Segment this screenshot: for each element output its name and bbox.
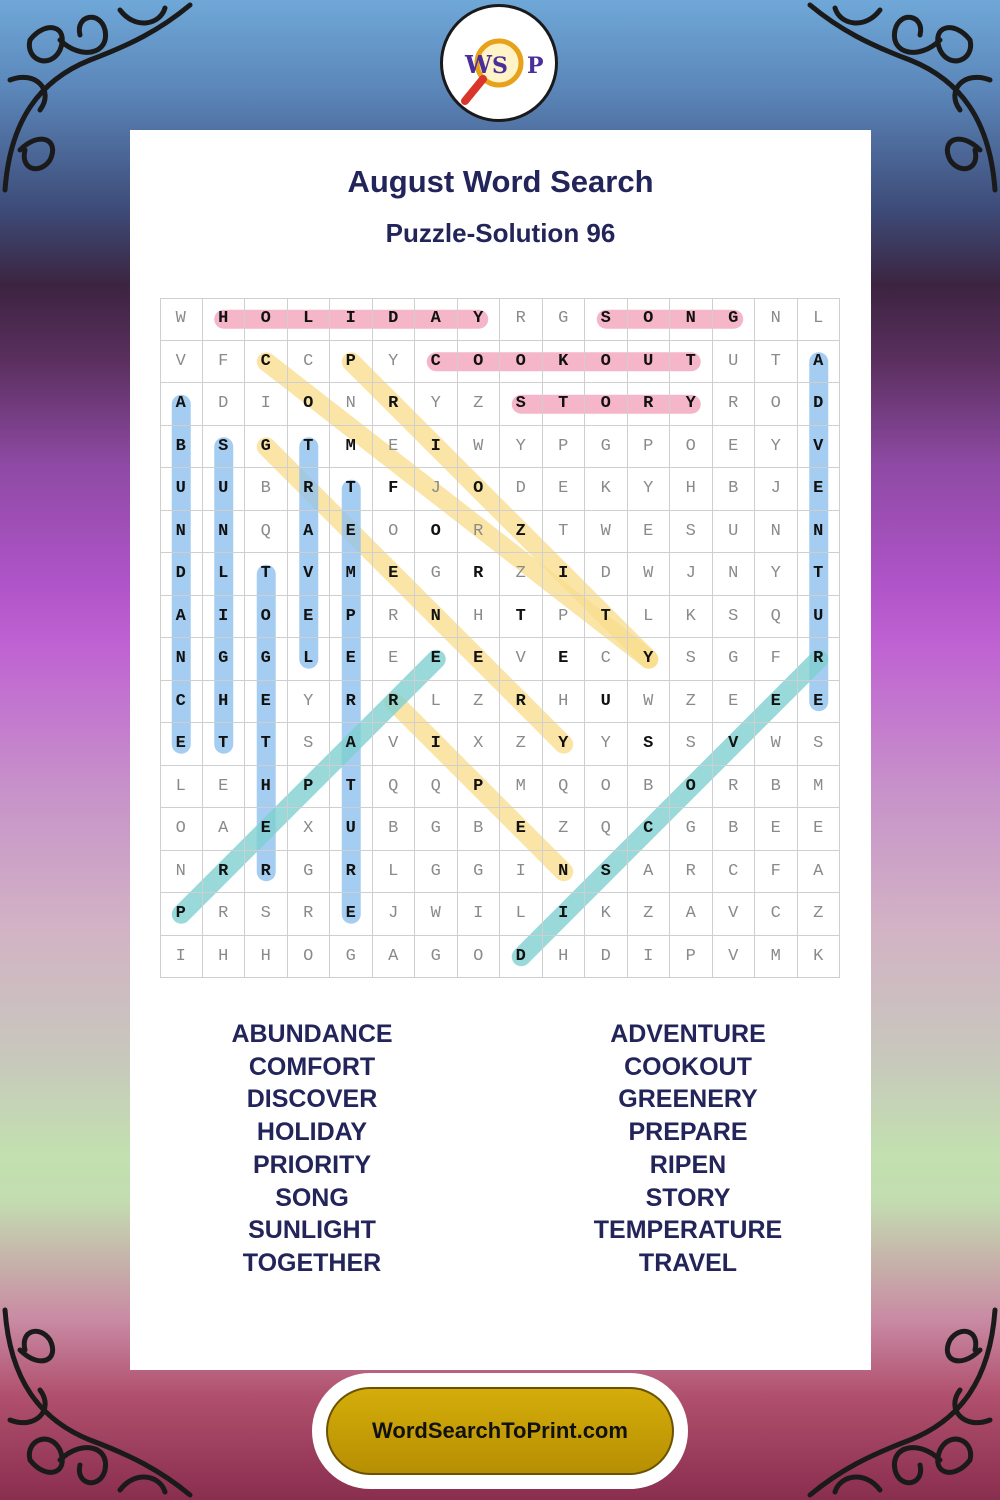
grid-cell[interactable]: G — [245, 426, 288, 469]
grid-cell[interactable]: Y — [585, 723, 628, 766]
grid-cell[interactable]: K — [798, 936, 841, 979]
grid-cell[interactable]: B — [458, 808, 501, 851]
grid-cell[interactable]: V — [373, 723, 416, 766]
word-list-item: RIPEN — [649, 1150, 727, 1179]
grid-cell[interactable]: H — [245, 936, 288, 979]
grid-cell[interactable]: S — [713, 596, 756, 639]
grid-cell[interactable]: N — [755, 511, 798, 554]
grid-cell[interactable]: E — [628, 511, 671, 554]
grid-cell[interactable]: L — [203, 553, 246, 596]
word-list-item: TOGETHER — [242, 1248, 382, 1277]
grid-cell[interactable]: G — [415, 553, 458, 596]
grid-cell[interactable]: D — [203, 383, 246, 426]
grid-cell[interactable]: O — [585, 341, 628, 384]
grid-cell[interactable]: E — [288, 596, 331, 639]
grid-cell[interactable]: N — [543, 851, 586, 894]
grid-cell[interactable]: Z — [798, 893, 841, 936]
grid-cell[interactable]: T — [245, 553, 288, 596]
grid-cell[interactable]: D — [798, 383, 841, 426]
grid-cell[interactable]: V — [713, 936, 756, 979]
grid-cell[interactable]: Y — [288, 681, 331, 724]
grid-cell[interactable]: E — [415, 638, 458, 681]
site-link-button[interactable] — [326, 1387, 674, 1475]
grid-cell[interactable]: K — [543, 341, 586, 384]
grid-cell[interactable]: A — [330, 723, 373, 766]
grid-cell[interactable]: P — [160, 893, 203, 936]
grid-cell[interactable]: A — [160, 596, 203, 639]
grid-cell[interactable]: I — [415, 426, 458, 469]
grid-cell[interactable]: T — [288, 426, 331, 469]
grid-cell[interactable]: S — [798, 723, 841, 766]
grid-cell[interactable]: F — [755, 851, 798, 894]
word-list-item: GREENERY — [618, 1085, 758, 1114]
grid-cell[interactable]: S — [585, 298, 628, 341]
grid-cell[interactable]: L — [373, 851, 416, 894]
grid-cell[interactable]: N — [670, 298, 713, 341]
grid-cell[interactable]: N — [713, 553, 756, 596]
grid-cell[interactable]: P — [543, 426, 586, 469]
grid-cell[interactable]: N — [203, 511, 246, 554]
grid-cell[interactable]: V — [713, 723, 756, 766]
grid-cell[interactable]: Q — [585, 808, 628, 851]
wsp-logo[interactable] — [440, 4, 558, 122]
grid-cell[interactable]: W — [415, 893, 458, 936]
grid-cell[interactable]: Y — [670, 383, 713, 426]
grid-cell[interactable]: O — [288, 383, 331, 426]
grid-cell[interactable]: B — [755, 766, 798, 809]
grid-cell[interactable]: S — [670, 723, 713, 766]
grid-cell[interactable]: F — [203, 341, 246, 384]
grid-cell[interactable]: O — [458, 468, 501, 511]
grid-cell[interactable]: S — [628, 723, 671, 766]
grid-cell[interactable]: T — [798, 553, 841, 596]
grid-cell[interactable]: O — [755, 383, 798, 426]
grid-cell[interactable]: L — [288, 298, 331, 341]
grid-cell[interactable]: T — [500, 596, 543, 639]
grid-cell[interactable]: T — [245, 723, 288, 766]
grid-cell[interactable]: R — [373, 681, 416, 724]
grid-cell[interactable]: H — [203, 681, 246, 724]
site-banner — [312, 1373, 688, 1489]
grid-cell[interactable]: C — [713, 851, 756, 894]
grid-cell[interactable]: L — [415, 681, 458, 724]
word-list-item: TEMPERATURE — [593, 1216, 783, 1245]
grid-cell[interactable]: I — [245, 383, 288, 426]
grid-cell[interactable]: O — [670, 426, 713, 469]
grid-cell[interactable]: U — [203, 468, 246, 511]
word-list-item: SUNLIGHT — [248, 1216, 376, 1245]
grid-cell[interactable]: R — [373, 383, 416, 426]
grid-cell[interactable]: A — [203, 808, 246, 851]
grid-cell[interactable]: I — [203, 596, 246, 639]
grid-cell[interactable]: G — [245, 638, 288, 681]
grid-cell[interactable]: H — [670, 468, 713, 511]
grid-cell[interactable]: R — [713, 766, 756, 809]
grid-cell[interactable]: S — [670, 511, 713, 554]
grid-cell[interactable]: Q — [245, 511, 288, 554]
grid-cell[interactable]: P — [458, 766, 501, 809]
grid-cell[interactable]: G — [670, 808, 713, 851]
grid-cell[interactable]: N — [160, 511, 203, 554]
grid-cell[interactable]: I — [458, 893, 501, 936]
grid-cell[interactable]: I — [415, 723, 458, 766]
grid-cell[interactable]: Q — [543, 766, 586, 809]
grid-cell[interactable]: S — [203, 426, 246, 469]
grid-cell[interactable]: V — [500, 638, 543, 681]
grid-cell[interactable]: E — [245, 808, 288, 851]
grid-cell[interactable]: E — [458, 638, 501, 681]
grid-cell[interactable]: H — [245, 766, 288, 809]
grid-cell[interactable]: R — [500, 298, 543, 341]
grid-cell[interactable]: O — [500, 341, 543, 384]
word-list-item: COOKOUT — [624, 1052, 752, 1081]
grid-cell[interactable]: I — [628, 936, 671, 979]
grid-cell[interactable]: H — [458, 596, 501, 639]
grid-cell[interactable]: V — [288, 553, 331, 596]
grid-cell[interactable]: R — [330, 681, 373, 724]
word-list-item: ABUNDANCE — [231, 1020, 393, 1048]
word-list-item: ADVENTURE — [610, 1020, 766, 1048]
grid-cell[interactable]: B — [160, 426, 203, 469]
site-link-label: WordSearchToPrint.com — [372, 1418, 628, 1443]
grid-cell[interactable]: R — [798, 638, 841, 681]
grid-cell[interactable]: P — [670, 936, 713, 979]
grid-cell[interactable]: C — [288, 341, 331, 384]
grid-cell[interactable]: L — [798, 298, 841, 341]
grid-cell[interactable]: B — [713, 808, 756, 851]
grid-cell[interactable]: D — [500, 936, 543, 979]
grid-cell[interactable]: D — [585, 553, 628, 596]
grid-cell[interactable]: R — [373, 596, 416, 639]
grid-cell[interactable]: X — [458, 723, 501, 766]
grid-cell[interactable]: I — [543, 553, 586, 596]
grid-cell[interactable]: M — [330, 426, 373, 469]
grid-cell[interactable]: R — [330, 851, 373, 894]
grid-cell[interactable]: A — [415, 298, 458, 341]
grid-cell[interactable]: M — [755, 936, 798, 979]
grid-cell[interactable]: U — [160, 468, 203, 511]
grid-cell[interactable]: V — [713, 893, 756, 936]
grid-cell[interactable]: E — [373, 426, 416, 469]
grid-cell[interactable]: M — [500, 766, 543, 809]
grid-cell[interactable]: Z — [670, 681, 713, 724]
grid-cell[interactable]: R — [458, 511, 501, 554]
grid-cell[interactable]: Z — [628, 893, 671, 936]
grid-cell[interactable]: A — [670, 893, 713, 936]
grid-cell[interactable]: N — [755, 298, 798, 341]
grid-cell[interactable]: G — [713, 638, 756, 681]
grid-cell[interactable]: Y — [415, 383, 458, 426]
grid-cell[interactable]: B — [713, 468, 756, 511]
grid-cell[interactable]: E — [245, 681, 288, 724]
grid-cell[interactable]: H — [203, 936, 246, 979]
grid-cell[interactable]: Y — [628, 468, 671, 511]
grid-cell[interactable]: U — [798, 596, 841, 639]
grid-cell[interactable]: G — [585, 426, 628, 469]
grid-cell[interactable]: Y — [543, 723, 586, 766]
grid-cell[interactable]: R — [203, 893, 246, 936]
grid-cell[interactable]: C — [415, 341, 458, 384]
grid-cell[interactable]: O — [245, 298, 288, 341]
grid-cell[interactable]: D — [373, 298, 416, 341]
grid-cell[interactable]: Y — [755, 426, 798, 469]
grid-cell[interactable]: Y — [500, 426, 543, 469]
grid-cell[interactable]: I — [160, 936, 203, 979]
puzzle-card — [130, 130, 871, 1370]
grid-cell[interactable]: F — [755, 638, 798, 681]
grid-cell[interactable]: T — [755, 341, 798, 384]
grid-cell[interactable]: B — [245, 468, 288, 511]
grid-cell[interactable]: P — [330, 341, 373, 384]
grid-cell[interactable]: E — [203, 766, 246, 809]
word-list-item: PRIORITY — [252, 1150, 372, 1179]
grid-cell[interactable]: G — [458, 851, 501, 894]
grid-cell[interactable]: E — [798, 808, 841, 851]
grid-cell[interactable]: R — [288, 468, 331, 511]
grid-cell[interactable]: H — [543, 936, 586, 979]
grid-cell[interactable]: G — [203, 638, 246, 681]
grid-cell[interactable]: Y — [458, 298, 501, 341]
grid-cell[interactable]: E — [543, 468, 586, 511]
logo-letter-s: S — [492, 53, 508, 79]
grid-cell[interactable]: L — [288, 638, 331, 681]
grid-cell[interactable]: Q — [415, 766, 458, 809]
grid-cell[interactable]: Z — [543, 808, 586, 851]
grid-cell[interactable]: K — [670, 596, 713, 639]
grid-cell[interactable]: M — [798, 766, 841, 809]
grid-cell[interactable]: E — [755, 808, 798, 851]
grid-cell[interactable]: J — [670, 553, 713, 596]
grid-cell[interactable]: A — [373, 936, 416, 979]
grid-cell[interactable]: R — [203, 851, 246, 894]
grid-cell[interactable]: Y — [628, 638, 671, 681]
logo-letter-w: W — [465, 50, 492, 79]
grid-cell[interactable]: Z — [458, 383, 501, 426]
grid-cell[interactable]: O — [670, 766, 713, 809]
grid-cell[interactable]: S — [585, 851, 628, 894]
grid-cell[interactable]: R — [288, 893, 331, 936]
grid-cell[interactable]: U — [628, 341, 671, 384]
grid-cell[interactable]: P — [543, 596, 586, 639]
grid-cell[interactable]: S — [288, 723, 331, 766]
grid-cell[interactable]: G — [415, 851, 458, 894]
grid-cell[interactable]: W — [585, 511, 628, 554]
grid-cell[interactable]: G — [288, 851, 331, 894]
grid-cell[interactable]: L — [160, 766, 203, 809]
grid-cell[interactable]: E — [160, 723, 203, 766]
grid-cell[interactable]: G — [543, 298, 586, 341]
grid-cell[interactable]: O — [585, 383, 628, 426]
grid-cell[interactable]: R — [670, 851, 713, 894]
grid-cell[interactable]: T — [585, 596, 628, 639]
word-list-item: HOLIDAY — [256, 1118, 368, 1147]
grid-cell[interactable]: E — [373, 553, 416, 596]
grid-cell[interactable]: N — [160, 638, 203, 681]
grid-cell[interactable]: G — [415, 808, 458, 851]
grid-cell[interactable]: F — [373, 468, 416, 511]
grid-cell[interactable]: K — [585, 468, 628, 511]
grid-cell[interactable]: P — [288, 766, 331, 809]
grid-cell[interactable]: B — [628, 766, 671, 809]
grid-cell[interactable]: E — [330, 511, 373, 554]
grid-cell[interactable]: V — [160, 341, 203, 384]
grid-cell[interactable]: O — [458, 936, 501, 979]
grid-cell[interactable]: Q — [373, 766, 416, 809]
grid-cell[interactable]: Y — [755, 553, 798, 596]
grid-cell[interactable]: N — [798, 511, 841, 554]
grid-cell[interactable]: O — [160, 808, 203, 851]
grid-cell[interactable]: W — [160, 298, 203, 341]
grid-cell[interactable]: E — [543, 638, 586, 681]
grid-cell[interactable]: K — [585, 893, 628, 936]
grid-cell[interactable]: S — [245, 893, 288, 936]
grid-cell[interactable]: R — [245, 851, 288, 894]
grid-cell[interactable]: G — [713, 298, 756, 341]
grid-cell[interactable]: C — [755, 893, 798, 936]
grid-cell[interactable]: R — [628, 383, 671, 426]
grid-cell[interactable]: E — [330, 638, 373, 681]
grid-cell[interactable]: J — [415, 468, 458, 511]
grid-cell[interactable]: E — [755, 681, 798, 724]
grid-cell[interactable]: L — [628, 596, 671, 639]
grid-cell[interactable]: E — [798, 681, 841, 724]
page-subtitle: Puzzle-Solution 96 — [385, 218, 616, 248]
word-list-item: TRAVEL — [638, 1248, 738, 1277]
grid-cell[interactable]: T — [330, 766, 373, 809]
grid-cell[interactable]: E — [373, 638, 416, 681]
grid-cell[interactable]: U — [713, 341, 756, 384]
grid-cell[interactable]: V — [798, 426, 841, 469]
word-list-item: DISCOVER — [246, 1085, 378, 1114]
word-list-right — [538, 1018, 838, 1280]
grid-cell[interactable]: E — [713, 426, 756, 469]
grid-cell[interactable]: G — [415, 936, 458, 979]
grid-cell[interactable]: U — [713, 511, 756, 554]
grid-cell[interactable]: R — [500, 681, 543, 724]
grid-cell[interactable]: T — [203, 723, 246, 766]
grid-cell[interactable]: T — [330, 468, 373, 511]
grid-cell[interactable]: I — [330, 298, 373, 341]
grid-cell[interactable]: N — [415, 596, 458, 639]
grid-cell[interactable]: R — [458, 553, 501, 596]
grid-cell[interactable]: T — [543, 511, 586, 554]
grid-cell[interactable]: H — [203, 298, 246, 341]
grid-cell[interactable]: A — [288, 511, 331, 554]
grid-cell[interactable]: I — [543, 893, 586, 936]
grid-cell[interactable]: E — [330, 893, 373, 936]
grid-cell[interactable]: O — [458, 341, 501, 384]
grid-cell[interactable]: O — [585, 766, 628, 809]
grid-cell[interactable]: B — [373, 808, 416, 851]
grid-cell[interactable]: A — [160, 383, 203, 426]
grid-cell[interactable]: H — [543, 681, 586, 724]
grid-cell[interactable]: A — [798, 851, 841, 894]
grid-cell[interactable]: D — [585, 936, 628, 979]
grid-cell[interactable]: O — [245, 596, 288, 639]
grid-cell[interactable]: N — [330, 383, 373, 426]
grid-cell[interactable]: A — [628, 851, 671, 894]
word-list-item: COMFORT — [248, 1052, 376, 1081]
grid-cell[interactable]: G — [330, 936, 373, 979]
grid-cell[interactable]: E — [500, 808, 543, 851]
grid-cell[interactable]: O — [628, 298, 671, 341]
grid-cell[interactable]: W — [628, 681, 671, 724]
grid-cell[interactable]: W — [458, 426, 501, 469]
grid-cell[interactable]: Q — [755, 596, 798, 639]
grid-cell[interactable]: E — [798, 468, 841, 511]
grid-cell[interactable]: Z — [500, 511, 543, 554]
word-list-item: SONG — [275, 1183, 349, 1212]
grid-cell[interactable]: E — [713, 681, 756, 724]
grid-cell[interactable]: M — [330, 553, 373, 596]
grid-cell[interactable]: U — [585, 681, 628, 724]
grid-cell[interactable]: O — [373, 511, 416, 554]
grid-cell[interactable]: J — [373, 893, 416, 936]
grid-cell[interactable]: R — [713, 383, 756, 426]
logo-letter-p: P — [527, 53, 544, 79]
word-list-item: PREPARE — [628, 1118, 748, 1147]
grid-cell[interactable]: C — [585, 638, 628, 681]
grid-cell[interactable]: P — [628, 426, 671, 469]
grid-cell[interactable]: N — [160, 851, 203, 894]
word-list-item: STORY — [645, 1183, 731, 1212]
grid-cell[interactable]: U — [330, 808, 373, 851]
grid-cell[interactable]: L — [500, 893, 543, 936]
grid-cell[interactable]: S — [500, 383, 543, 426]
page-title: August Word Search — [347, 164, 654, 199]
grid-cell[interactable]: T — [670, 341, 713, 384]
grid-cell[interactable]: W — [628, 553, 671, 596]
grid-cell[interactable]: D — [500, 468, 543, 511]
grid-cell[interactable]: Z — [458, 681, 501, 724]
grid-cell[interactable]: T — [543, 383, 586, 426]
grid-cell[interactable]: X — [288, 808, 331, 851]
grid-cell[interactable]: W — [755, 723, 798, 766]
grid-cell[interactable]: S — [670, 638, 713, 681]
grid-cell[interactable]: I — [500, 851, 543, 894]
grid-cell[interactable]: O — [288, 936, 331, 979]
grid-cell[interactable]: C — [628, 808, 671, 851]
word-list-left — [162, 1018, 462, 1280]
grid-cell[interactable]: D — [160, 553, 203, 596]
grid-cell[interactable]: C — [160, 681, 203, 724]
grid-cell[interactable]: P — [330, 596, 373, 639]
word-search-grid — [160, 298, 840, 978]
grid-cell[interactable]: Z — [500, 553, 543, 596]
grid-cell[interactable]: Z — [500, 723, 543, 766]
grid-cell[interactable]: O — [415, 511, 458, 554]
grid-cell[interactable]: Y — [373, 341, 416, 384]
grid-cell[interactable]: C — [245, 341, 288, 384]
grid-cell[interactable]: J — [755, 468, 798, 511]
grid-cell[interactable]: A — [798, 341, 841, 384]
